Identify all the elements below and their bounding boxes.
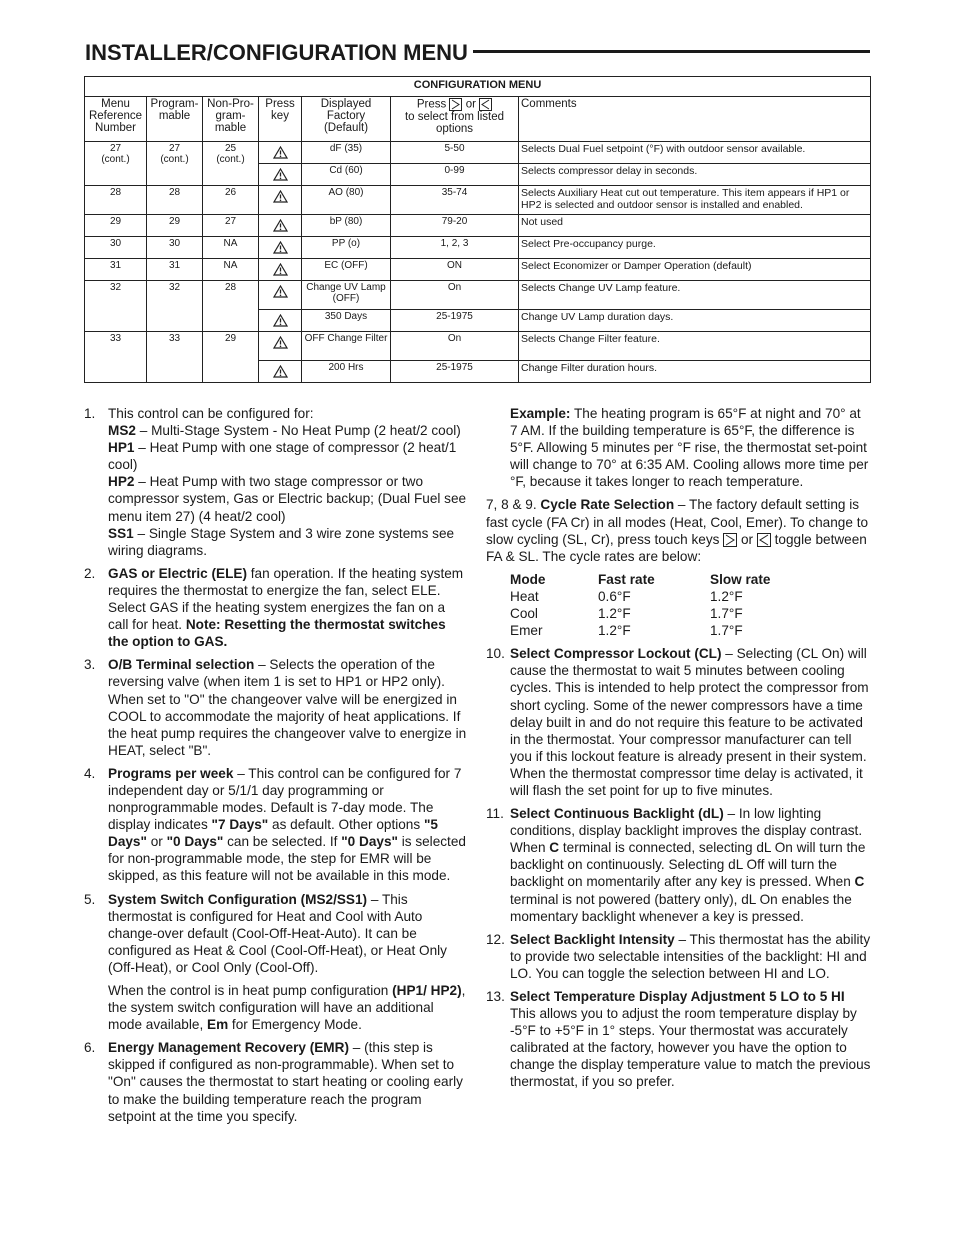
options-cell: ON <box>391 259 519 281</box>
comment-cell: Not used <box>519 215 871 237</box>
note-10: 10. Select Compressor Lockout (CL) – Selecting (CL On) will cause the thermostat to wait 5 minutes between cooling cycles. This is intended to help protect the compressor from short cycling. Some of the newer compressors have a time delay built in and do not require this feature to be activated in the thermostat. Your compressor manufacturer can tell you if this lockout feature is already present in their system. When the thermostat compressor time delay is activated, it will flash the set point for up to five minutes. <box>486 646 869 798</box>
cell-value: 27 <box>168 143 181 154</box>
note-4: 4. Programs per week – This control can be configured for 7 independent day or 5/1/1 day programming or nonprogrammable modes. Default is 7-day mode. The display indicates "7 Days" as default. Other options "5 Days" or "0 Days" can be selected. If "0 Days" is selected for non-programmable mode, the step for EMR will be skipped, as this feature will not be available in this mode. <box>84 765 466 884</box>
non-programmable-cell <box>203 259 259 281</box>
cell-value: NA <box>223 238 238 249</box>
note-number: 5. <box>84 891 96 907</box>
cell-note: (cont.) <box>101 154 130 165</box>
header-press-word: Press <box>416 98 447 111</box>
cell-value: 33 <box>109 333 122 344</box>
press-key-cell <box>259 215 302 237</box>
note-1 <box>84 405 468 559</box>
note-6: 6. Energy Management Recovery (EMR) – (this step is skipped if configured as non-programmable). When set to "On" causes the thermostat to start heating or cooling early to make the building temperature reach the program setpoint at the time you specify. <box>84 1040 463 1124</box>
comment-cell: Select Pre-occupancy purge. <box>519 237 871 259</box>
options-cell: 79-20 <box>391 215 519 237</box>
press-key-cell <box>259 259 302 281</box>
warning-key-icon <box>273 336 288 349</box>
displayed-cell: dF (35) <box>302 142 391 164</box>
menu-ref-cell <box>85 186 147 215</box>
table-body <box>85 142 871 383</box>
cycle-rate-table <box>486 571 872 639</box>
rate-header: Fast rate <box>598 571 655 587</box>
programmable-cell <box>147 142 203 186</box>
non-programmable-cell <box>203 142 259 186</box>
warning-key-icon <box>273 263 288 276</box>
note-11: 11. Select Continuous Backlight (dL) – In low lighting conditions, display backlight improves the display contrast. When C terminal is connected, selecting dL On will turn the backlight on continuously. Selecting dL Off will turn the backlight on momentarily after any key is pressed. When C terminal is not powered (battery only), dL On enables the momentary backlight whenever a key is pressed. <box>486 806 866 924</box>
note-number: 2. <box>84 565 96 581</box>
note-5-heat-pump: When the control is in heat pump configuration (HP1/ HP2), the system switch configuration will have an additional mode available, Em for Emergency Mode. <box>108 983 466 1033</box>
cell-note: (cont.) <box>216 154 245 165</box>
note-2: 2. GAS or Electric (ELE) fan operation. If the heating system requires the thermostat to energize the fan, select ELE. Select GAS if the heating system energizes the fan on a call for heat. Note: Resetting the thermostat switches the option to GAS. <box>84 565 464 650</box>
rate-cell: Emer <box>510 623 543 639</box>
left-arrow-key-icon <box>757 533 771 547</box>
cell-value: 27 <box>224 216 237 227</box>
note-7-8-9: 7, 8 & 9. Cycle Rate Selection – The factory default setting is fast cycle (FA Cr) in all modes (Heat, Cool, Emer). To change to slow cycling (SL, Cr), press touch keys or toggle between FA & SL. The cycle rates are below: <box>486 497 869 564</box>
cell-value: 31 <box>109 260 122 271</box>
note-number: 6. <box>84 1040 96 1056</box>
press-key-cell <box>259 361 302 383</box>
rate-header: Mode <box>510 571 546 587</box>
header-displayed: Displayed Factory (Default) <box>302 97 391 142</box>
press-key-cell <box>259 281 302 310</box>
press-key-cell <box>259 142 302 164</box>
cell-value: 27 <box>109 143 122 154</box>
non-programmable-cell <box>203 281 259 332</box>
note-1-intro: This control can be configured for: <box>108 406 314 421</box>
table-row <box>85 332 871 361</box>
programmable-cell <box>147 259 203 281</box>
comment-cell: Selects Dual Fuel setpoint (°F) with outdoor sensor available. <box>519 142 871 164</box>
press-key-cell <box>259 164 302 186</box>
displayed-cell: AO (80) <box>302 186 391 215</box>
left-column <box>84 405 468 1131</box>
press-key-cell <box>259 186 302 215</box>
comment-cell: Selects compressor delay in seconds. <box>519 164 871 186</box>
rate-cell: 0.6°F <box>598 588 631 604</box>
options-cell: 5-50 <box>391 142 519 164</box>
note-1-ss1: SS1 – Single Stage System and 3 wire zone systems see wiring diagrams. <box>108 525 455 558</box>
displayed-cell: Change UV Lamp (OFF) <box>302 281 391 310</box>
header-non-programmable: Non-Pro- gram- mable <box>203 97 259 142</box>
note-number: 3. <box>84 657 96 673</box>
cell-note: (cont.) <box>160 154 189 165</box>
menu-ref-cell <box>85 142 147 186</box>
options-cell: On <box>391 332 519 361</box>
comment-cell: Selects Change UV Lamp feature. <box>519 281 871 310</box>
comment-cell: Select Economizer or Damper Operation (default) <box>519 259 871 281</box>
note-number: 13. <box>486 989 505 1004</box>
cell-value: 26 <box>224 187 237 198</box>
comment-cell: Selects Change Filter feature. <box>519 332 871 361</box>
menu-ref-cell <box>85 281 147 332</box>
cell-value: 29 <box>224 333 237 344</box>
note-number: 10. <box>486 646 505 662</box>
note-1-hp1: HP1 – Heat Pump with one stage of compressor (2 heat/1 cool) <box>108 440 457 473</box>
non-programmable-cell <box>203 332 259 383</box>
menu-ref-cell <box>85 237 147 259</box>
programmable-cell <box>147 281 203 332</box>
note-13: 13. Select Temperature Display Adjustment 5 LO to 5 HI This allows you to adjust the room temperature display by -5°F to +5°F in 1° steps. Your thermostat was accurately calibrated at the factory, however you have the option to change the display temperature value to match the previous thermostat, if you so prefer. <box>486 989 871 1090</box>
table-row <box>85 215 871 237</box>
cell-value: 28 <box>109 187 122 198</box>
rate-header: Slow rate <box>710 571 771 587</box>
rate-cell: 1.2°F <box>598 623 631 639</box>
note-1-ms2: MS2 – Multi-Stage System - No Heat Pump (2 heat/2 cool) <box>108 423 461 439</box>
right-arrow-key-icon <box>449 98 462 111</box>
cell-value: 28 <box>224 282 237 293</box>
displayed-cell: PP (o) <box>302 237 391 259</box>
note-12: 12. Select Backlight Intensity – This thermostat has the ability to provide two selectable intensities of the backlight: HI and LO. You can toggle the selection between HI and LO. <box>486 931 871 981</box>
cell-value: 32 <box>109 282 122 293</box>
cell-value: 30 <box>109 238 122 249</box>
cell-value: 33 <box>168 333 181 344</box>
warning-key-icon <box>273 314 288 327</box>
options-cell: 25-1975 <box>391 361 519 383</box>
rate-cell: Cool <box>510 606 538 622</box>
options-cell: 0-99 <box>391 164 519 186</box>
menu-ref-cell <box>85 332 147 383</box>
cell-value: 29 <box>168 216 181 227</box>
press-key-cell <box>259 237 302 259</box>
displayed-cell: 200 Hrs <box>302 361 391 383</box>
header-menu-ref: Menu Reference Number <box>85 97 147 142</box>
options-cell: 35-74 <box>391 186 519 215</box>
header-or-word: or <box>465 98 476 111</box>
right-column <box>486 405 872 1097</box>
header-programmable: Program- mable <box>147 97 203 142</box>
displayed-cell: Cd (60) <box>302 164 391 186</box>
note-number: 11. <box>486 806 504 822</box>
warning-key-icon <box>273 146 288 159</box>
rate-cell: Heat <box>510 588 539 604</box>
header-press-select <box>391 97 519 142</box>
note-number: 4. <box>84 765 96 781</box>
page-title: INSTALLER/CONFIGURATION MENU <box>85 40 468 65</box>
note-3: 3. O/B Terminal selection – Selects the operation of the reversing valve (when item 1 is set to HP1 or HP2 only). When set to "O" the changeover valve will be energized in COOL to accommodate the majority of heat applications. If the heat pump requires the changeover valve to energize in HEAT, select "B". <box>84 657 467 758</box>
displayed-cell: OFF Change Filter <box>302 332 391 361</box>
cell-value: 30 <box>168 238 181 249</box>
note-number: 12. <box>486 931 505 947</box>
press-key-cell <box>259 332 302 361</box>
programmable-cell <box>147 237 203 259</box>
non-programmable-cell <box>203 215 259 237</box>
left-arrow-key-icon <box>479 98 492 111</box>
options-cell: 25-1975 <box>391 310 519 332</box>
press-key-cell <box>259 310 302 332</box>
table-caption: CONFIGURATION MENU <box>85 77 871 97</box>
displayed-cell: bP (80) <box>302 215 391 237</box>
note-number: 7, 8 & 9. <box>486 497 537 513</box>
menu-ref-cell <box>85 215 147 237</box>
warning-key-icon <box>273 190 288 203</box>
page-header <box>85 40 870 66</box>
table-row <box>85 237 871 259</box>
non-programmable-cell <box>203 186 259 215</box>
cell-value: NA <box>223 260 238 271</box>
table-row <box>85 142 871 164</box>
title-rule <box>473 50 870 53</box>
header-select-text: to select from listed options <box>404 111 505 135</box>
options-cell: On <box>391 281 519 310</box>
menu-ref-cell <box>85 259 147 281</box>
cell-value: 29 <box>109 216 122 227</box>
table-row <box>85 281 871 310</box>
rate-cell: 1.2°F <box>710 588 743 604</box>
options-cell: 1, 2, 3 <box>391 237 519 259</box>
example-paragraph: Example: The heating program is 65°F at night and 70° at 7 AM. If the building temperature is 65°F, the difference is 5°F. Allowing 5 minutes per °F rise, the thermostat set-point will change to 70° at 6:35 AM. Cooling allows more time per °F, because it takes longer to reach temperature. <box>510 406 869 490</box>
warning-key-icon <box>273 241 288 254</box>
programmable-cell <box>147 332 203 383</box>
comment-cell: Change Filter duration hours. <box>519 361 871 383</box>
table-row <box>85 186 871 215</box>
warning-key-icon <box>273 168 288 181</box>
comment-cell: Selects Auxiliary Heat cut out temperature. This item appears if HP1 or HP2 is selected and outdoor sensor is installed and enabled. <box>519 186 871 215</box>
table-row <box>85 259 871 281</box>
cell-value: 31 <box>168 260 181 271</box>
displayed-cell: 350 Days <box>302 310 391 332</box>
programmable-cell <box>147 215 203 237</box>
right-arrow-key-icon <box>723 533 737 547</box>
rate-cell: 1.7°F <box>710 606 743 622</box>
rate-cell: 1.2°F <box>598 606 631 622</box>
programmable-cell <box>147 186 203 215</box>
note-1-hp2: HP2 – Heat Pump with two stage compressor or two compressor system, Gas or Electric backup; (Dual Fuel see menu item 27) (4 heat/2 cool) <box>108 474 467 524</box>
header-comments: Comments <box>519 97 871 142</box>
warning-key-icon <box>273 219 288 232</box>
cell-value: 32 <box>168 282 181 293</box>
comment-cell: Change UV Lamp duration days. <box>519 310 871 332</box>
note-number: 1. <box>84 406 96 421</box>
configuration-menu-table <box>84 76 871 383</box>
header-press-key: Press key <box>259 97 302 142</box>
warning-key-icon <box>273 285 288 298</box>
cell-value: 25 <box>224 143 237 154</box>
non-programmable-cell <box>203 237 259 259</box>
warning-key-icon <box>273 365 288 378</box>
note-5: 5. System Switch Configuration (MS2/SS1) – This thermostat is configured for Heat and Cool with Auto change-over default (Cool-Off-Heat-Auto). It can be configured as Heat & Cool (Cool-Off-Heat), or Heat Only (Off-Heat), or Cool Only (Cool-Off). <box>84 891 447 975</box>
rate-cell: 1.7°F <box>710 623 743 639</box>
cell-value: 28 <box>168 187 181 198</box>
displayed-cell: EC (OFF) <box>302 259 391 281</box>
